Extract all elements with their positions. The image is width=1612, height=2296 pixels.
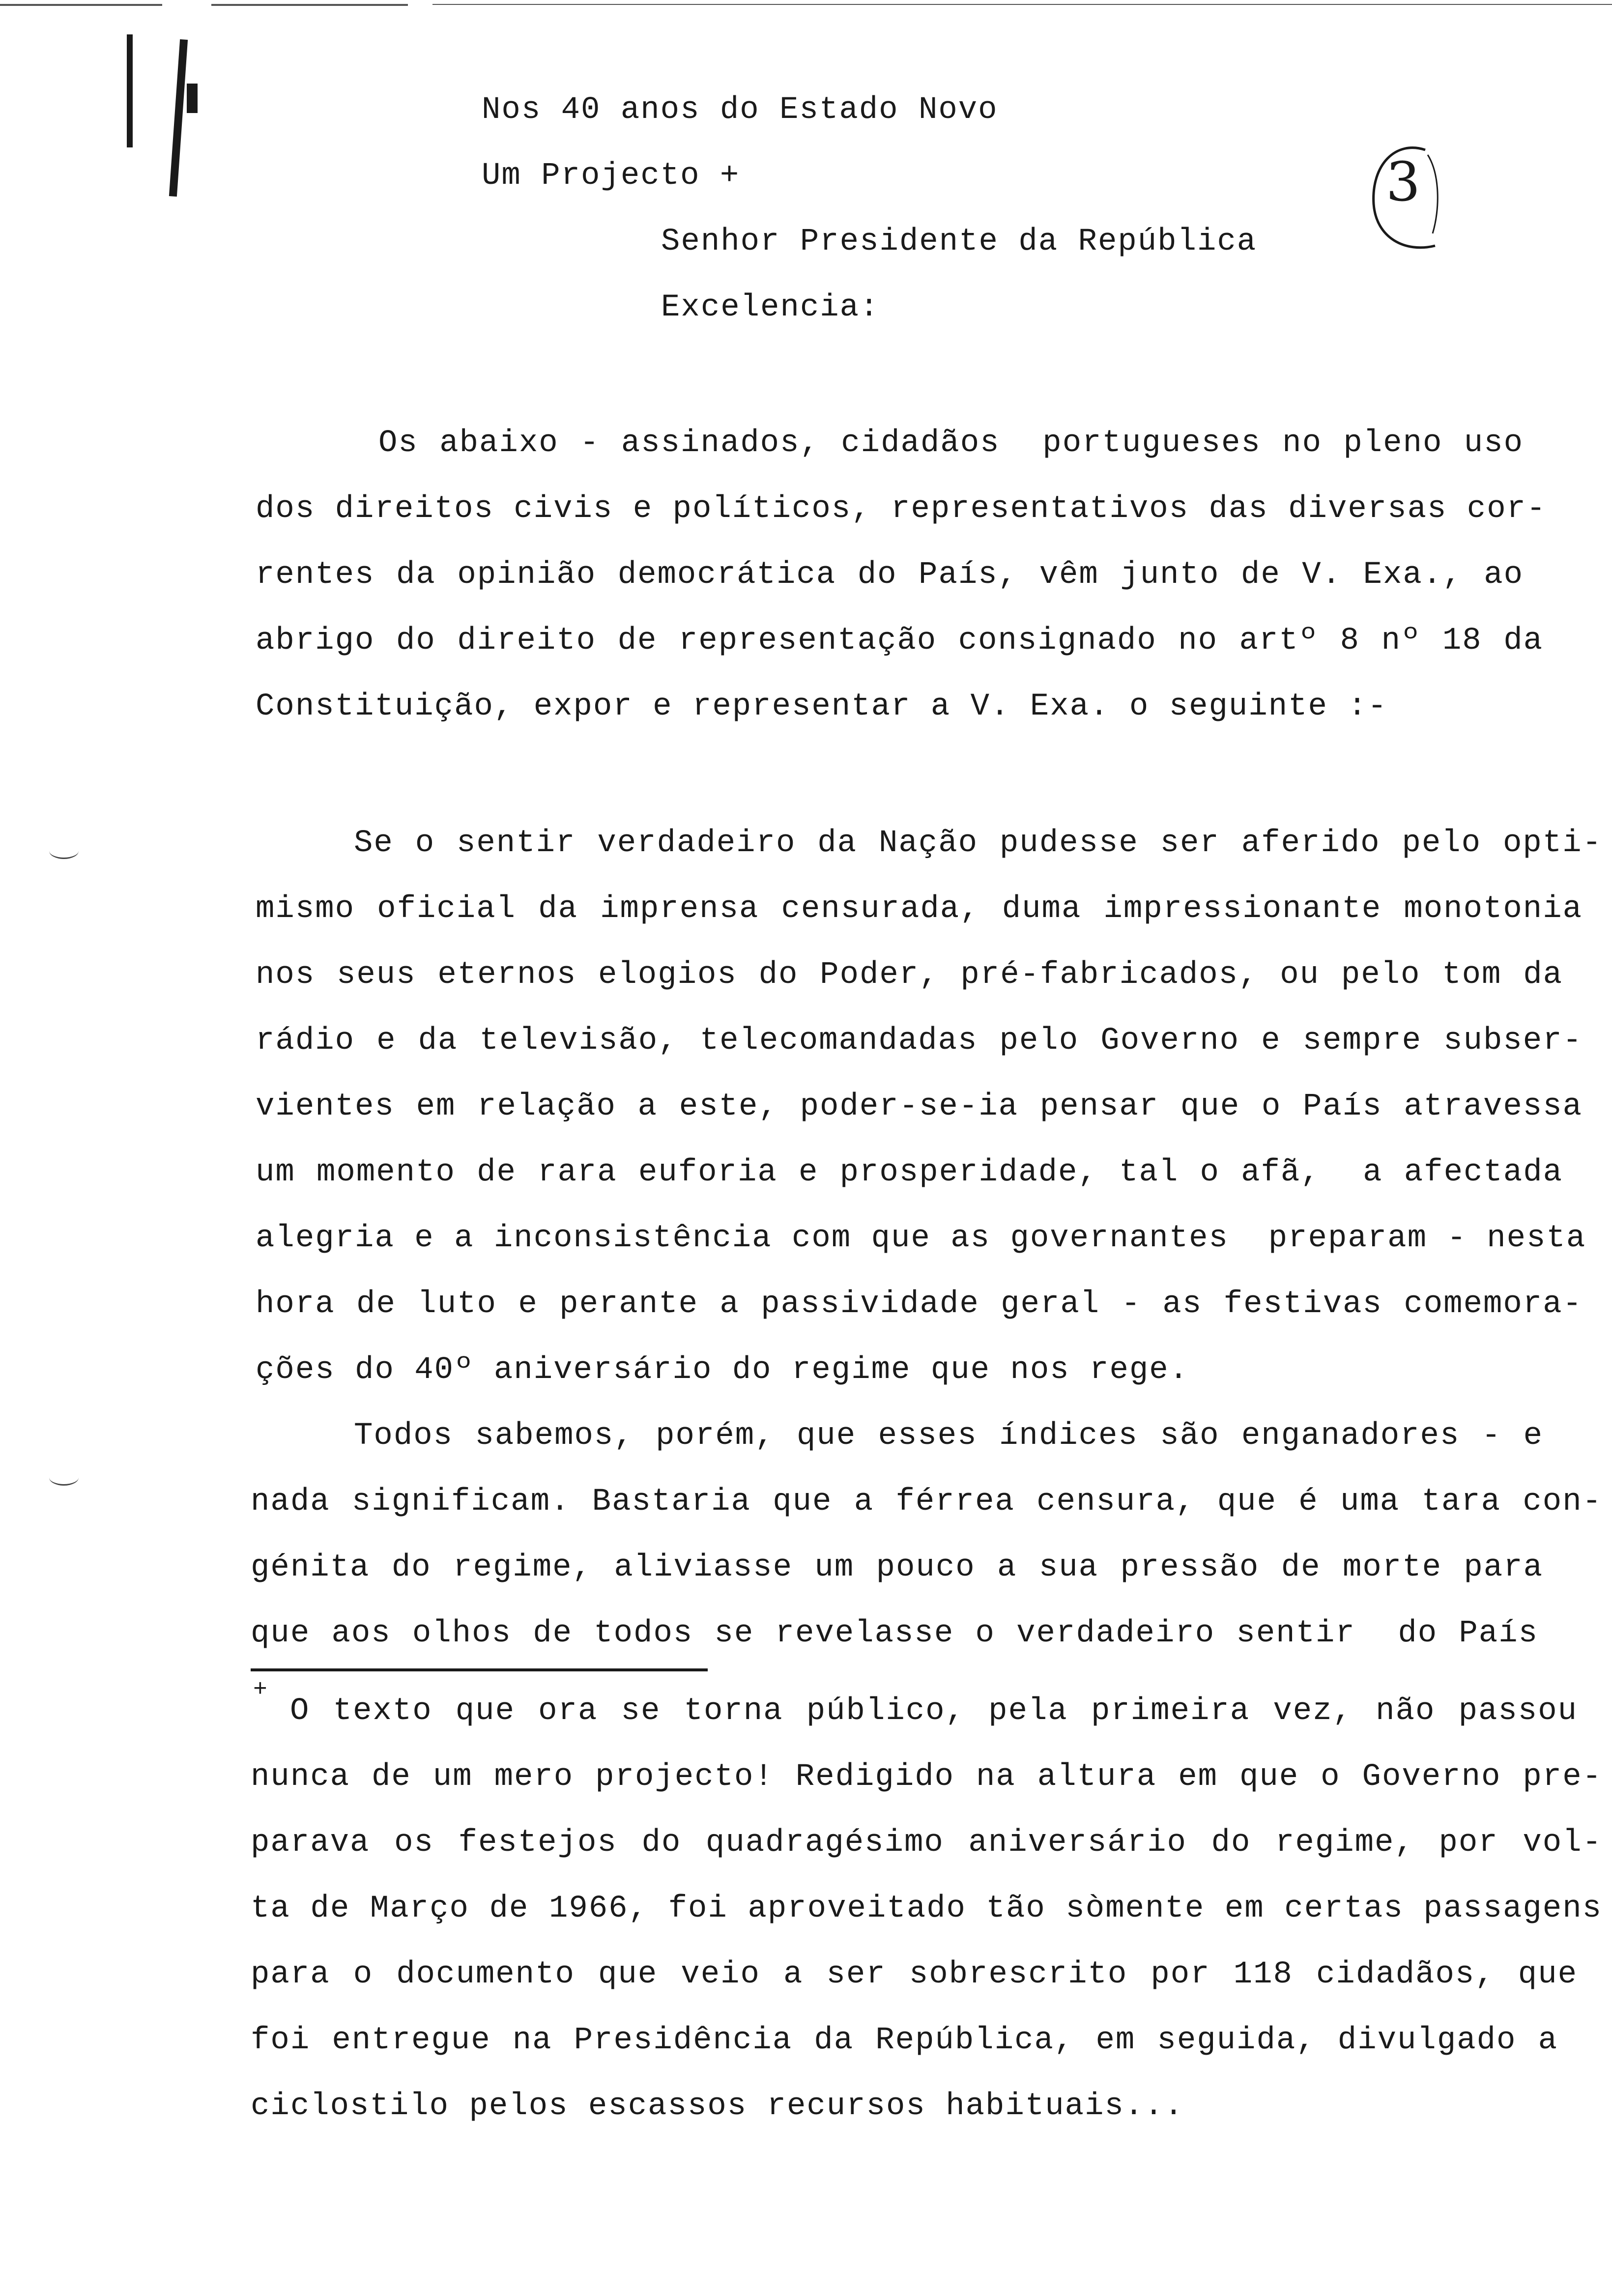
punch-hole-mark xyxy=(49,1469,79,1486)
paragraph-3-line: que aos olhos de todos se revelasse o verdadeiro sentir do País xyxy=(251,1616,1538,1651)
footnote-line: foi entregue na Presidência da República, em seguida, divulgado a xyxy=(251,2023,1558,2058)
footnote-line: para o documento que veio a ser sobrescrito por 118 cidadãos, que xyxy=(251,1957,1578,1992)
footnote-line: parava os festejos do quadragésimo aniversário do regime, por vol- xyxy=(251,1825,1602,1861)
paragraph-1-line: Os abaixo - assinados, cidadãos portugueses no pleno uso xyxy=(378,426,1524,461)
paragraph-1-line: Constituição, expor e representar a V. Exa. o seguinte :- xyxy=(256,689,1388,724)
paragraph-2-line: ções do 40º aniversário do regime que nos rege. xyxy=(256,1352,1189,1388)
footnote-separator xyxy=(251,1668,708,1671)
footnote-line: nunca de um mero projecto! Redigido na altura em que o Governo pre- xyxy=(251,1759,1602,1795)
paragraph-2-line: vientes em relação a este, poder-se-ia pensar que o País atravessa xyxy=(256,1089,1583,1124)
paragraph-1-line: abrigo do direito de representação consignado no artº 8 nº 18 da xyxy=(256,623,1543,659)
paragraph-1-line: rentes da opinião democrática do País, vêm junto de V. Exa., ao xyxy=(256,557,1524,593)
handwritten-margin-mark xyxy=(169,39,188,197)
paragraph-2-line: nos seus eternos elogios do Poder, pré-fabricados, ou pelo tom da xyxy=(256,957,1563,993)
salutation: Excelencia: xyxy=(661,290,880,325)
paragraph-2-line: Se o sentir verdadeiro da Nação pudesse ser aferido pelo opti- xyxy=(354,826,1602,861)
paragraph-3-line: génita do regime, aliviasse um pouco a sua pressão de morte para xyxy=(251,1550,1543,1585)
top-edge-rule xyxy=(0,4,162,6)
paragraph-2-line: um momento de rara euforia e prosperidade, tal o afã, a afectada xyxy=(256,1155,1563,1190)
header-line-1: Nos 40 anos do Estado Novo xyxy=(482,92,998,128)
paragraph-2-line: hora de luto e perante a passividade geral - as festivas comemora- xyxy=(256,1287,1583,1322)
footnote-line: O texto que ora se torna público, pela primeira vez, não passou xyxy=(290,1693,1578,1729)
paragraph-3-line: nada significam. Bastaria que a férrea censura, que é uma tara con- xyxy=(251,1484,1602,1520)
handwritten-margin-mark xyxy=(187,84,198,113)
paragraph-1-line: dos direitos civis e políticos, representativos das diversas cor- xyxy=(256,491,1547,527)
circled-page-number xyxy=(1366,135,1440,263)
punch-hole-mark xyxy=(49,843,79,859)
top-edge-rule xyxy=(432,4,1612,5)
page-number: 3 xyxy=(1386,150,1420,213)
footnote-line: ciclostilo pelos escassos recursos habituais... xyxy=(251,2089,1184,2124)
paragraph-3-line: Todos sabemos, porém, que esses índices são enganadores - e xyxy=(354,1418,1543,1454)
handwritten-margin-mark xyxy=(127,34,133,147)
footnote-marker: + xyxy=(253,1677,267,1703)
footnote-line: ta de Março de 1966, foi aproveitado tão sòmente em certas passagens xyxy=(251,1891,1602,1926)
paragraph-2-line: alegria e a inconsistência com que as governantes preparam - nesta xyxy=(256,1221,1586,1256)
address-line: Senhor Presidente da República xyxy=(661,224,1257,259)
header-line-2: Um Projecto + xyxy=(482,158,740,194)
paragraph-2-line: mismo oficial da imprensa censurada, duma impressionante monotonia xyxy=(256,891,1583,927)
paragraph-2-line: rádio e da televisão, telecomandadas pelo Governo e sempre subser- xyxy=(256,1023,1583,1059)
top-edge-rule xyxy=(211,4,408,6)
